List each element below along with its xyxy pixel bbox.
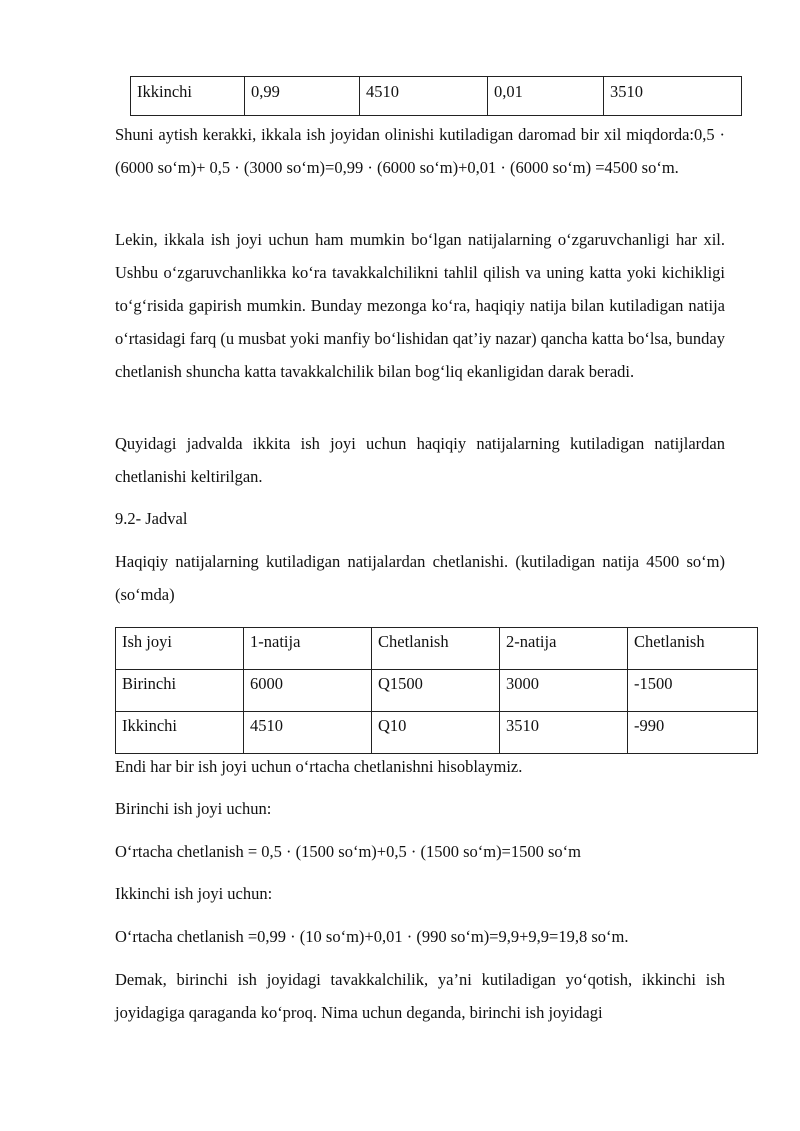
table-row <box>131 77 742 116</box>
formula-first-deviation: O‘rtacha chetlanish = 0,5 · (1500 so‘m)+0,5 · (1500 so‘m)=1500 so‘m <box>115 842 581 861</box>
table-cell: -990 <box>628 712 758 754</box>
deviation-table <box>115 627 758 754</box>
table-cell: Q10 <box>372 712 500 754</box>
table-cell: 4510 <box>360 77 488 116</box>
continued-table <box>130 76 742 116</box>
paragraph-conclusion: Demak, birinchi ish joyidagi tavakkalchilik, ya’ni kutiladigan yo‘qotish, ikkinchi ish joyidagiga qaraganda ko‘proq. Nima uchun deganda, birinchi ish joyidagi <box>115 970 725 1022</box>
table-cell: Ikkinchi <box>116 712 244 754</box>
table-cell: 3000 <box>500 670 628 712</box>
paragraph-expected-income: Shuni aytish kerakki, ikkala ish joyidan olinishi kutiladigan daromad bir xil miqdorda:0,5 · (6000 so‘m)+ 0,5 · (3000 so‘m)=0,99 · (6000 so‘m)+0,01 · (6000 so‘m) =4500 so‘m. <box>115 125 725 177</box>
paragraph-table-intro: Quyidagi jadvalda ikkita ish joyi uchun haqiqiy natijalarning kutiladigan natijlardan chetlanishi keltirilgan. <box>115 434 725 486</box>
table-header-cell: Ish joyi <box>116 628 244 670</box>
table-header-cell: Chetlanish <box>372 628 500 670</box>
table-cell: Q1500 <box>372 670 500 712</box>
paragraph-first-workplace: Birinchi ish joyi uchun: <box>115 799 272 818</box>
table-caption: Haqiqiy natijalarning kutiladigan natijalardan chetlanishi. (kutiladigan natija 4500 so‘m) (so‘mda) <box>115 552 725 604</box>
table-cell: 0,01 <box>488 77 604 116</box>
table-header-cell: 1-natija <box>244 628 372 670</box>
table-cell: -1500 <box>628 670 758 712</box>
table-header-row <box>116 628 758 670</box>
table-header-cell: 2-natija <box>500 628 628 670</box>
table-cell: Birinchi <box>116 670 244 712</box>
table-cell: Ikkinchi <box>131 77 245 116</box>
paragraph-variability: Lekin, ikkala ish joyi uchun ham mumkin bo‘lgan natijalarning o‘zgaruvchanligi har xil. Ushbu o‘zgaruvchanlikka ko‘ra tavakkalchilikni tahlil qilish va uning katta yoki kichikligi to‘g‘risida gapirish mumkin. Bunday mezonga ko‘ra, haqiqiy natija bilan kutiladigan natija o‘rtasidagi farq (u musbat yoki manfiy bo‘lishidan qat’iy nazar) qancha katta bo‘lsa, bunday chetlanish shuncha katta tavakkalchilik bilan bog‘liq ekanligidan darak beradi. <box>115 230 725 381</box>
formula-second-deviation: O‘rtacha chetlanish =0,99 · (10 so‘m)+0,01 · (990 so‘m)=9,9+9,9=19,8 so‘m. <box>115 927 629 946</box>
table-cell: 0,99 <box>245 77 360 116</box>
table-cell: 6000 <box>244 670 372 712</box>
table-row <box>116 670 758 712</box>
table-label: 9.2- Jadval <box>115 509 188 528</box>
table-cell: 4510 <box>244 712 372 754</box>
table-row <box>116 712 758 754</box>
table-cell: 3510 <box>500 712 628 754</box>
paragraph-compute-intro: Endi har bir ish joyi uchun o‘rtacha chetlanishni hisoblaymiz. <box>115 757 523 776</box>
paragraph-second-workplace: Ikkinchi ish joyi uchun: <box>115 884 273 903</box>
table-cell: 3510 <box>604 77 742 116</box>
table-header-cell: Chetlanish <box>628 628 758 670</box>
